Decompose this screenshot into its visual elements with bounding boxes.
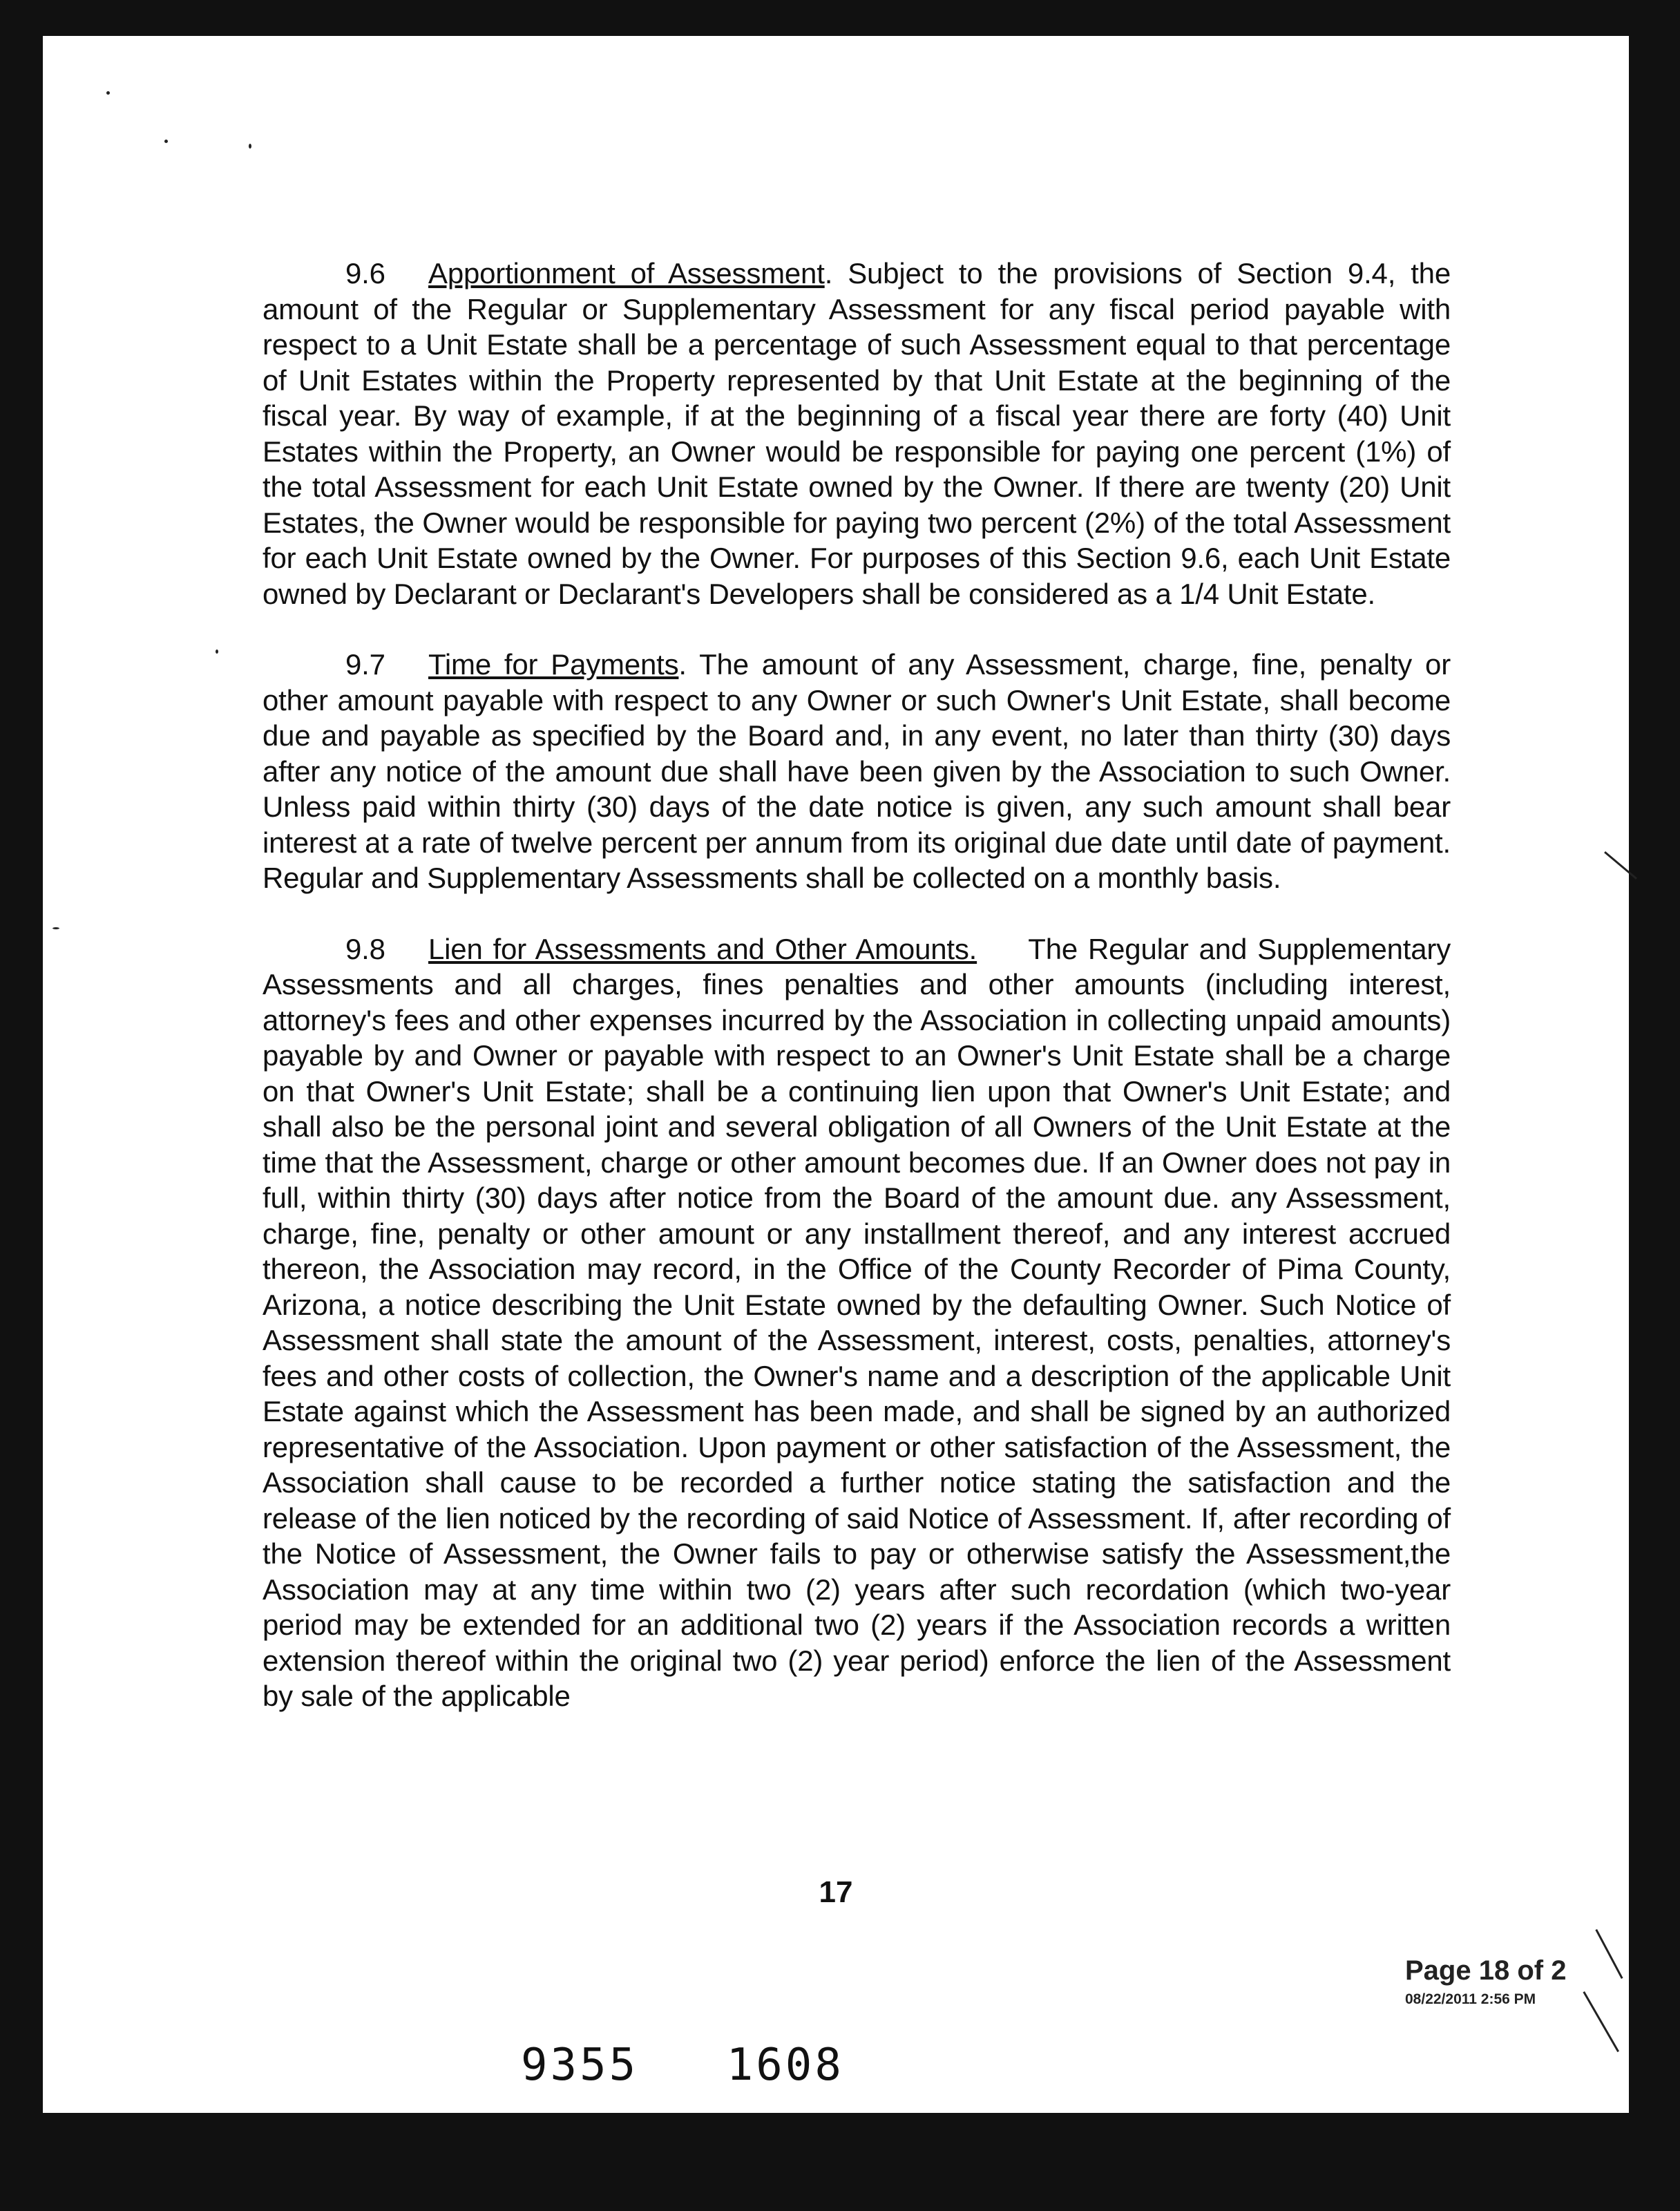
section-number: 9.7 (345, 648, 385, 681)
document-page (43, 36, 1629, 2113)
section-title: Time for Payments (428, 648, 679, 681)
section-9-6 (262, 256, 1451, 611)
section-number: 9.8 (345, 932, 385, 965)
document-body (262, 256, 1459, 1749)
section-title: Apportionment of Assessment (428, 257, 825, 290)
page-count-stamp: Page 18 of 2 (1405, 1955, 1567, 1986)
section-body: Subject to the provisions of Section 9.4, the amount of the Regular or Supplementary Assessment for any fiscal period payable with respect to a Unit Estate shall be a percentage of such Assessment equal to that percentage of Unit Estates within the Property represented by that Unit Estate at the beginning of the fiscal year. By way of example, if at the beginning of a fiscal year there are forty (40) Unit Estates within the Property, an Owner would be responsible for paying one percent (1%) of the total Assessment for each Unit Estate owned by the Owner. If there are twenty (20) Unit Estates, the Owner would be responsible for paying two percent (2%) of the total Assessment for each Unit Estate owned by the Owner. For purposes of this Section 9.6, each Unit Estate owned by Declarant or Declarant's Developers shall be considered as a 1/4 Unit Estate. (262, 257, 1451, 610)
scan-speck (216, 649, 218, 654)
section-title-suffix: . (824, 257, 833, 290)
section-9-8 (262, 931, 1459, 1714)
section-number: 9.6 (345, 257, 385, 290)
page-number: 17 (819, 1875, 853, 1909)
section-body: The Regular and Supplementary Assessments and all charges, fines penalties and other amounts (including interest, attorney's fees and other expenses incurred by the Association in collecting unpaid amounts) payable by and Owner or payable with respect to an Owner's Unit Estate shall be a charge on that Owner's Unit Estate; shall be a continuing lien upon that Owner's Unit Estate; and shall also be the personal joint and several obligation of all Owners of the Unit Estate at the time that the Assessment, charge or other amount becomes due. If an Owner does not pay in full, within thirty (30) days after notice from the Board of the amount due. any Assessment, charge, fine, penalty or other amount or any installment thereof, and any interest accrued thereon, the Association may record, in the Office of the County Recorder of Pima County, Arizona, a notice describing the Unit Estate owned by the defaulting Owner. Such Notice of Assessment shall state the amount of the Assessment, interest, costs, penalties, attorney's fees and other costs of collection, the Owner's name and a description of the applicable Unit Estate against which the Assessment has been made, and shall be signed by an authorized representative of the Association. Upon payment or other satisfaction of the Assessment, the Association shall cause to be recorded a further notice stating the satisfaction and the release of the lien noticed by the recording of said Notice of Assessment. If, after recording of the Notice of Assessment, the Owner fails to pay or otherwise satisfy the Assessment,the Association may at any time within two (2) years after such recordation (which two-year period may be extended for an additional two (2) years if the Association records a written extension thereof within the original two (2) year period) enforce the lien of the Assessment by sale of the applicable (262, 932, 1459, 1712)
scan-speck (52, 927, 59, 929)
section-title-suffix: . (678, 648, 687, 681)
section-9-7 (262, 647, 1451, 896)
section-body: The amount of any Assessment, charge, fine, penalty or other amount payable with respect to any Owner or such Owner's Unit Estate, shall become due and payable as specified by the Board and, in any event, no later than thirty (30) days after any notice of the amount due shall have been given by the Association to such Owner. Unless paid within thirty (30) days of the date notice is given, any such amount shall bear interest at a rate of twelve percent per annum from its original due date until date of payment. Regular and Supplementary Assessments shall be collected on a monthly basis. (262, 648, 1451, 894)
scan-speck (106, 91, 110, 95)
print-timestamp: 08/22/2011 2:56 PM (1405, 1991, 1536, 2007)
scan-edge-artifact (1595, 1929, 1623, 1979)
scan-edge-artifact (1583, 1991, 1619, 2052)
recording-book-page: 9355 1608 (521, 2040, 844, 2091)
scan-speck (249, 144, 251, 149)
scan-speck (164, 140, 168, 143)
section-title: Lien for Assessments and Other Amounts. (428, 932, 977, 965)
